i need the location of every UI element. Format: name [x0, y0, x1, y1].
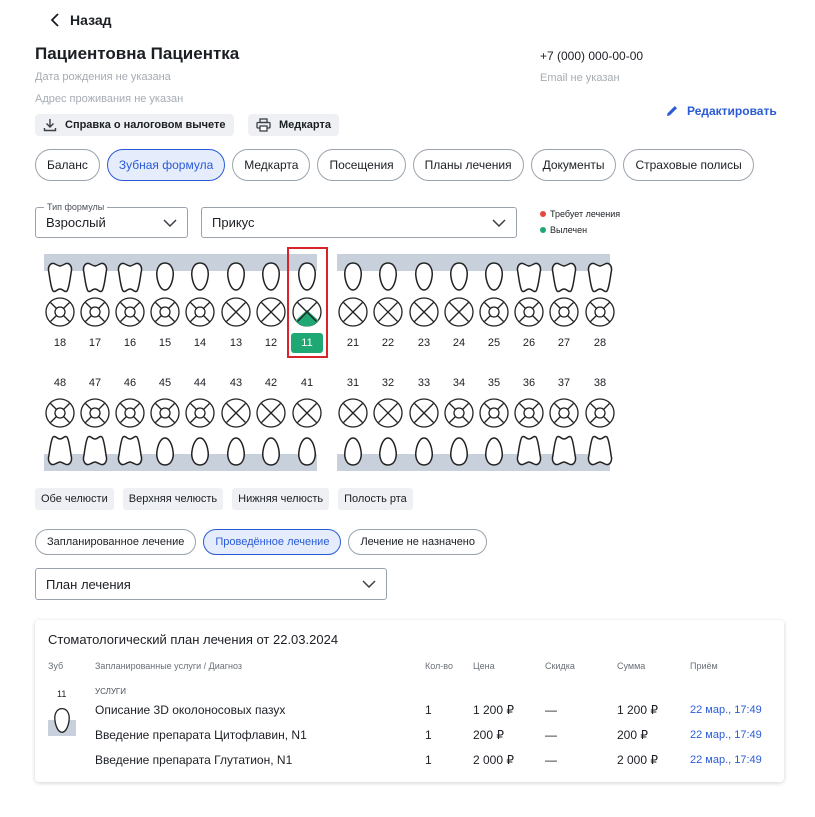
tooth-surface-icon — [444, 297, 476, 332]
tax-certificate-button[interactable] — [35, 114, 234, 136]
jaw-filters — [35, 488, 413, 510]
tooth-surface-icon — [221, 297, 253, 332]
tooth-shape-icon — [220, 435, 252, 474]
tooth-number: 48 — [53, 377, 67, 389]
formula-type-label: Тип формулы — [44, 202, 107, 212]
tooth-number: 11 — [291, 333, 323, 353]
visit-link[interactable]: 22 мар., 17:49 — [690, 754, 762, 766]
tooth-number: 12 — [264, 337, 278, 349]
sum: 2 000 ₽ — [617, 753, 658, 767]
tooth-number: 38 — [593, 377, 607, 389]
service-name: Введение препарата Цитофлавин, N1 — [95, 728, 307, 742]
header-tooth: Зуб — [48, 661, 64, 671]
tooth-number: 27 — [557, 337, 571, 349]
tab-bar — [35, 149, 754, 181]
tooth-number: 31 — [346, 377, 360, 389]
tooth-number: 34 — [452, 377, 466, 389]
chevron-down-icon — [362, 580, 376, 588]
tooth-number: 37 — [557, 377, 571, 389]
price: 1 200 ₽ — [473, 703, 514, 717]
header-discount: Скидка — [545, 661, 575, 671]
tooth-number: 15 — [158, 337, 172, 349]
tooth-number: 47 — [88, 377, 102, 389]
legend-needs-treatment — [540, 209, 620, 219]
chevron-down-icon — [163, 219, 177, 227]
tooth-number: 16 — [123, 337, 137, 349]
visit-link[interactable]: 22 мар., 17:49 — [690, 729, 762, 741]
sum: 1 200 ₽ — [617, 703, 658, 717]
tooth-surface-icon — [115, 398, 147, 433]
tooth-shape-icon — [79, 435, 111, 474]
chevron-down-icon — [492, 219, 506, 227]
tooth-surface-icon — [514, 398, 546, 433]
tooth-number: 46 — [123, 377, 137, 389]
header-sum: Сумма — [617, 661, 646, 671]
tooth-surface-icon — [444, 398, 476, 433]
tooth-number: 21 — [346, 337, 360, 349]
qty: 1 — [425, 728, 432, 742]
tooth-surface-icon — [479, 398, 511, 433]
pencil-icon — [665, 104, 679, 118]
price: 200 ₽ — [473, 728, 504, 742]
address: Адрес проживания не указан — [35, 93, 184, 105]
chevron-left-icon — [50, 13, 60, 27]
tab-4[interactable]: Посещения — [317, 149, 405, 181]
tab-6[interactable]: Документы — [531, 149, 617, 181]
header-price: Цена — [473, 661, 495, 671]
tooth-shape-icon — [408, 259, 440, 298]
tooth-number: 24 — [452, 337, 466, 349]
header-visit: Приём — [690, 661, 718, 671]
tooth-number: 17 — [88, 337, 102, 349]
tooth-shape-icon — [184, 259, 216, 298]
tooth-number: 32 — [381, 377, 395, 389]
sum: 200 ₽ — [617, 728, 648, 742]
discount: — — [545, 728, 557, 742]
tooth-shape-icon — [443, 435, 475, 474]
tooth-shape-icon — [478, 259, 510, 298]
birth-date: Дата рождения не указана — [35, 71, 171, 83]
tooth-surface-icon — [585, 297, 617, 332]
email: Email не указан — [540, 72, 620, 84]
tooth-shape-icon — [337, 435, 369, 474]
tooth-surface-icon — [338, 297, 370, 332]
green-dot-icon — [540, 227, 546, 233]
print-medcard-label: Медкарта — [279, 119, 331, 131]
jaw-filter-3[interactable]: Нижняя челюсть — [232, 488, 329, 510]
edit-label: Редактировать — [687, 104, 777, 118]
formula-type-value: Взрослый — [46, 215, 106, 230]
discount: — — [545, 753, 557, 767]
phone: +7 (000) 000-00-00 — [540, 49, 644, 63]
status-filter-1[interactable]: Запланированное лечение — [35, 529, 196, 555]
tooth-number: 45 — [158, 377, 172, 389]
tooth-number: 26 — [522, 337, 536, 349]
tooth-shape-icon — [337, 259, 369, 298]
qty: 1 — [425, 703, 432, 717]
tooth-surface-icon — [221, 398, 253, 433]
download-icon — [43, 118, 57, 132]
selected-tooth-highlight — [287, 247, 328, 358]
status-filter-2[interactable]: Проведённое лечение — [203, 529, 341, 555]
tooth-shape-icon — [513, 259, 545, 298]
tooth-surface-icon — [373, 398, 405, 433]
jaw-filter-4[interactable]: Полость рта — [338, 488, 413, 510]
status-filters — [35, 529, 487, 555]
tooth-number: 43 — [229, 377, 243, 389]
edit-button[interactable] — [665, 104, 777, 118]
tooth-shape-icon — [184, 435, 216, 474]
back-link[interactable] — [50, 12, 112, 28]
tooth-surface-icon — [150, 297, 182, 332]
tooth-surface-icon — [585, 398, 617, 433]
tooth-surface-icon — [292, 398, 324, 433]
plan-title: Стоматологический план лечения от 22.03.2024 — [48, 632, 339, 647]
tooth-number: 33 — [417, 377, 431, 389]
tooth-shape-icon — [149, 435, 181, 474]
tooth-surface-icon — [409, 297, 441, 332]
patient-name: Пациентовна Пациентка — [35, 44, 240, 63]
legend-treated — [540, 225, 587, 235]
print-medcard-button[interactable] — [248, 114, 339, 136]
tooth-number: 35 — [487, 377, 501, 389]
tooth-shape-icon — [372, 435, 404, 474]
tooth-surface-icon — [80, 297, 112, 332]
tooth-surface-icon — [115, 297, 147, 332]
tooth-shape-icon — [584, 435, 616, 474]
tooth-surface-icon — [549, 398, 581, 433]
red-dot-icon — [540, 211, 546, 217]
tooth-shape-icon — [291, 435, 323, 474]
tooth-surface-icon — [80, 398, 112, 433]
tooth-shape-icon — [372, 259, 404, 298]
tooth-surface-icon — [409, 398, 441, 433]
jaw-filter-2[interactable]: Верхняя челюсть — [123, 488, 223, 510]
tooth-number: 28 — [593, 337, 607, 349]
tooth-shape-icon — [548, 259, 580, 298]
tab-3[interactable]: Медкарта — [232, 149, 310, 181]
tooth-surface-icon — [514, 297, 546, 332]
header-services: Запланированные услуги / Диагноз — [95, 661, 243, 671]
tooth-number: 36 — [522, 377, 536, 389]
tooth-shape-icon — [478, 435, 510, 474]
tooth-number: 42 — [264, 377, 278, 389]
tooth-surface-icon — [256, 297, 288, 332]
tooth-number: 18 — [53, 337, 67, 349]
tooth-shape-icon — [149, 259, 181, 298]
tooth-shape-icon — [408, 435, 440, 474]
plan-select-value: План лечения — [46, 576, 131, 592]
tooth-number: 14 — [193, 337, 207, 349]
tooth-number: 22 — [381, 337, 395, 349]
tooth-shape-icon — [584, 259, 616, 298]
tab-7[interactable]: Страховые полисы — [623, 149, 753, 181]
tooth-surface-icon — [549, 297, 581, 332]
tooth-shape-icon — [220, 259, 252, 298]
tooth-number: 41 — [300, 377, 314, 389]
tooth-surface-icon — [373, 297, 405, 332]
plan-select[interactable] — [35, 568, 387, 600]
tooth-icon — [48, 704, 76, 736]
services-section-label: УСЛУГИ — [95, 687, 127, 696]
treatment-plan-card — [35, 620, 784, 782]
tab-1[interactable]: Баланс — [35, 149, 100, 181]
tooth-surface-icon — [338, 398, 370, 433]
tooth-shape-icon — [44, 435, 76, 474]
formula-type-select[interactable] — [35, 202, 188, 238]
tooth-number: 13 — [229, 337, 243, 349]
tooth-shape-icon — [44, 259, 76, 298]
tooth-shape-icon — [548, 435, 580, 474]
visit-link[interactable]: 22 мар., 17:49 — [690, 704, 762, 716]
tooth-shape-icon — [255, 435, 287, 474]
tooth-surface-icon — [479, 297, 511, 332]
discount: — — [545, 703, 557, 717]
tooth-number: 44 — [193, 377, 207, 389]
tooth-shape-icon — [443, 259, 475, 298]
tooth-shape-icon — [79, 259, 111, 298]
tooth-surface-icon — [185, 398, 217, 433]
plan-tooth-number: 11 — [57, 689, 67, 699]
tooth-surface-icon — [185, 297, 217, 332]
back-label: Назад — [70, 12, 112, 28]
legend-label: Требует лечения — [550, 209, 621, 219]
tooth-number: 25 — [487, 337, 501, 349]
qty: 1 — [425, 753, 432, 767]
tooth-shape-icon — [114, 435, 146, 474]
tooth-shape-icon — [513, 435, 545, 474]
service-name: Описание 3D околоносовых пазух — [95, 703, 286, 717]
tooth-number: 23 — [417, 337, 431, 349]
printer-icon — [256, 118, 271, 132]
bite-value: Прикус — [212, 215, 255, 230]
tooth-surface-icon — [150, 398, 182, 433]
tooth-shape-icon — [255, 259, 287, 298]
legend-label: Вылечен — [550, 225, 588, 235]
jaw-filter-1[interactable]: Обе челюсти — [35, 488, 114, 510]
tooth-surface-icon — [256, 398, 288, 433]
tooth-surface-icon — [45, 297, 77, 332]
service-name: Введение препарата Глутатион, N1 — [95, 753, 293, 767]
price: 2 000 ₽ — [473, 753, 514, 767]
tax-certificate-label: Справка о налоговом вычете — [65, 119, 226, 131]
status-filter-3[interactable]: Лечение не назначено — [348, 529, 487, 555]
tooth-shape-icon — [114, 259, 146, 298]
bite-select[interactable] — [201, 207, 517, 238]
tooth-surface-icon — [45, 398, 77, 433]
tab-2[interactable]: Зубная формула — [107, 149, 225, 181]
header-qty: Кол-во — [425, 661, 453, 671]
tab-5[interactable]: Планы лечения — [413, 149, 524, 181]
